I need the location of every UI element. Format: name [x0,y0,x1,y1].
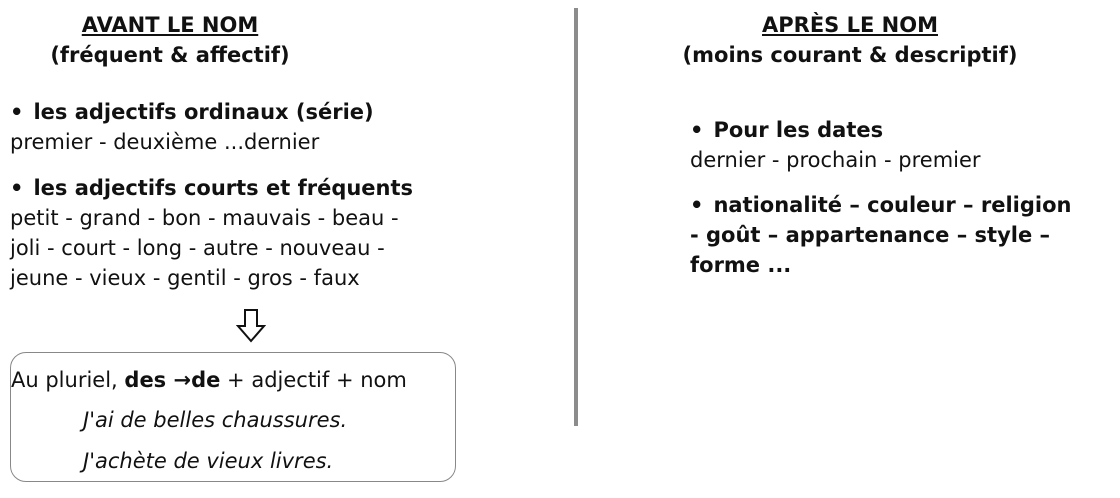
plural-rule-box [10,352,456,482]
ordinal-examples-line: premier - deuxième ...dernier [10,130,320,154]
example-sentence: J'achète de vieux livres. [83,449,334,473]
short-heading-text: les adjectifs courts et fréquents [33,176,414,200]
short-adjectives-heading [10,173,413,203]
down-outline-arrow-icon [236,308,266,344]
example-sentence: J'ai de belles chaussures. [83,408,348,432]
short-adjectives-line: jeune - vieux - gentil - gros - faux [10,266,360,290]
right-title-text: APRÈS LE NOM [762,13,938,37]
column-divider [574,8,578,426]
dates-section [690,115,981,175]
ordinal-adjectives-section [10,97,374,157]
bullet-icon: • [10,100,24,124]
right-subtitle-text: (moins courant & descriptif) [682,43,1018,67]
ordinal-adjectives-heading [10,97,374,127]
rule-suffix: + adjectif + nom [220,368,407,392]
bullet-icon: • [690,193,704,217]
short-adjectives-section [10,173,413,293]
bullet-icon: • [690,118,704,142]
rule-bold-text: des →de [124,368,221,392]
plural-rule-line [11,365,407,395]
left-title-text: AVANT LE NOM [81,13,259,37]
short-adjectives-line: petit - grand - bon - mauvais - beau - [10,206,399,230]
ordinal-heading-text: les adjectifs ordinaux (série) [33,100,374,124]
descriptive-categories-section [690,190,1071,280]
descriptive-line: forme ... [690,253,792,277]
dates-heading [690,115,981,145]
right-column-title [660,10,1040,70]
descriptive-line: - goût – appartenance – style – [690,223,1051,247]
dates-examples-line: dernier - prochain - premier [690,148,981,172]
left-subtitle-text: (fréquent & affectif) [50,43,290,67]
dates-heading-text: Pour les dates [713,118,884,142]
rule-prefix: Au pluriel, [11,368,125,392]
bullet-icon: • [10,176,24,200]
short-adjectives-line: joli - court - long - autre - nouveau - [10,236,385,260]
descriptive-line-text: nationalité – couleur – religion [713,193,1072,217]
descriptive-line [690,190,1071,220]
left-column-title [20,10,320,70]
